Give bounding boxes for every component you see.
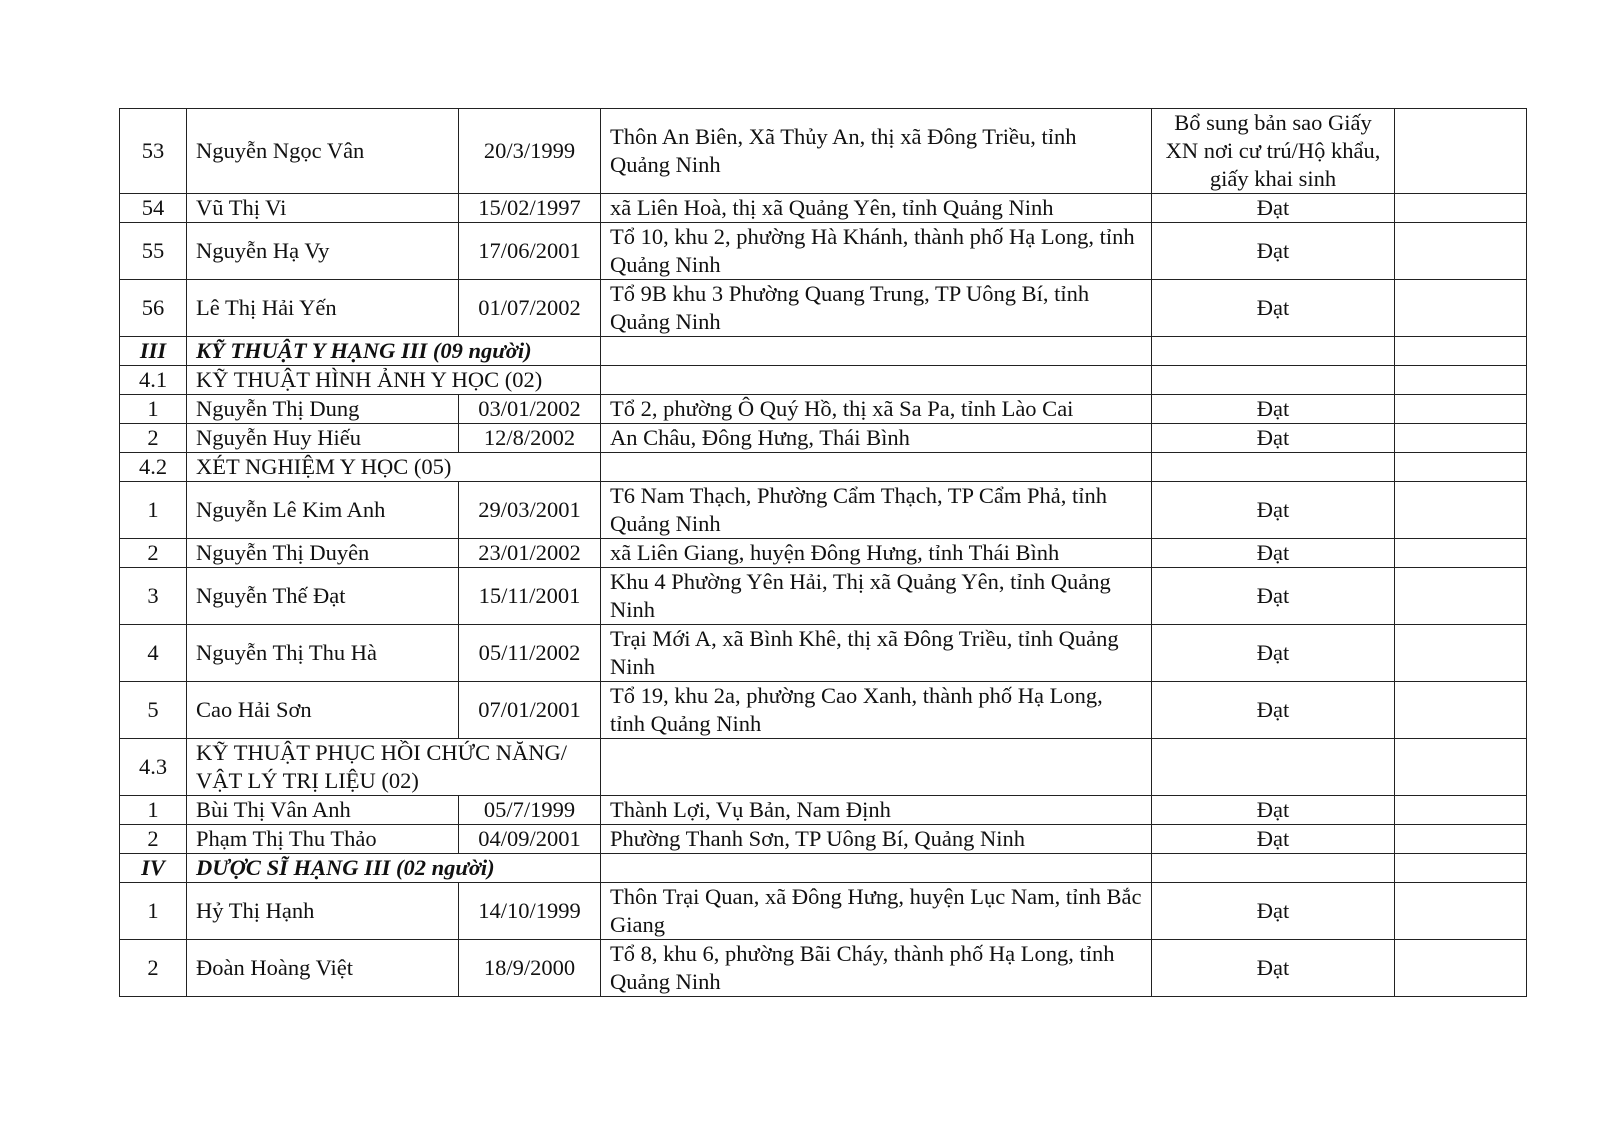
table-row [120, 568, 1527, 625]
result-cell: Đạt [1152, 568, 1395, 625]
name-cell: Nguyễn Thị Dung [187, 395, 459, 424]
name-cell: Nguyễn Lê Kim Anh [187, 482, 459, 539]
section-number: 4.3 [120, 739, 187, 796]
table-row [120, 940, 1527, 997]
subsection-row [120, 453, 1527, 482]
note-cell [1395, 223, 1527, 280]
note-cell [1395, 883, 1527, 940]
name-cell: Nguyễn Thị Duyên [187, 539, 459, 568]
dob-cell: 01/07/2002 [459, 280, 601, 337]
empty-cell [601, 453, 1152, 482]
note-cell [1395, 482, 1527, 539]
name-cell: Nguyễn Thế Đạt [187, 568, 459, 625]
empty-cell [1395, 337, 1527, 366]
result-cell: Đạt [1152, 682, 1395, 739]
address-cell: Tổ 10, khu 2, phường Hà Khánh, thành phố Hạ Long, tỉnh Quảng Ninh [601, 223, 1152, 280]
table-row [120, 883, 1527, 940]
stt-cell: 54 [120, 194, 187, 223]
name-cell: Cao Hải Sơn [187, 682, 459, 739]
stt-cell: 4 [120, 625, 187, 682]
stt-cell: 2 [120, 825, 187, 854]
note-cell [1395, 796, 1527, 825]
name-cell: Nguyễn Ngọc Vân [187, 109, 459, 194]
dob-cell: 15/02/1997 [459, 194, 601, 223]
stt-cell: 3 [120, 568, 187, 625]
dob-cell: 03/01/2002 [459, 395, 601, 424]
stt-cell: 56 [120, 280, 187, 337]
address-cell: Thành Lợi, Vụ Bản, Nam Định [601, 796, 1152, 825]
stt-cell: 2 [120, 940, 187, 997]
address-cell: xã Liên Hoà, thị xã Quảng Yên, tỉnh Quảng Ninh [601, 194, 1152, 223]
empty-cell [601, 366, 1152, 395]
empty-cell [601, 854, 1152, 883]
empty-cell [1395, 366, 1527, 395]
address-cell: Phường Thanh Sơn, TP Uông Bí, Quảng Ninh [601, 825, 1152, 854]
name-cell: Nguyễn Thị Thu Hà [187, 625, 459, 682]
address-cell: An Châu, Đông Hưng, Thái Bình [601, 424, 1152, 453]
empty-cell [1395, 453, 1527, 482]
note-cell [1395, 682, 1527, 739]
subsection-row [120, 739, 1527, 796]
section-row [120, 337, 1527, 366]
result-cell: Đạt [1152, 883, 1395, 940]
empty-cell [1152, 337, 1395, 366]
note-cell [1395, 424, 1527, 453]
address-cell: Tổ 9B khu 3 Phường Quang Trung, TP Uông Bí, tỉnh Quảng Ninh [601, 280, 1152, 337]
note-cell [1395, 568, 1527, 625]
name-cell: Lê Thị Hải Yến [187, 280, 459, 337]
dob-cell: 18/9/2000 [459, 940, 601, 997]
subsection-row [120, 366, 1527, 395]
name-cell: Bùi Thị Vân Anh [187, 796, 459, 825]
address-cell: Tổ 2, phường Ô Quý Hồ, thị xã Sa Pa, tỉnh Lào Cai [601, 395, 1152, 424]
section-title: DƯỢC SĨ HẠNG III (02 người) [187, 854, 601, 883]
stt-cell: 55 [120, 223, 187, 280]
empty-cell [1152, 366, 1395, 395]
dob-cell: 20/3/1999 [459, 109, 601, 194]
section-number: III [120, 337, 187, 366]
section-row [120, 854, 1527, 883]
address-cell: xã Liên Giang, huyện Đông Hưng, tỉnh Thái Bình [601, 539, 1152, 568]
section-number: 4.1 [120, 366, 187, 395]
empty-cell [1152, 854, 1395, 883]
result-cell: Đạt [1152, 940, 1395, 997]
name-cell: Nguyễn Hạ Vy [187, 223, 459, 280]
result-cell: Đạt [1152, 625, 1395, 682]
table-row [120, 395, 1527, 424]
table-body [120, 109, 1527, 997]
dob-cell: 23/01/2002 [459, 539, 601, 568]
result-cell: Bổ sung bản sao Giấy XN nơi cư trú/Hộ khẩu, giấy khai sinh [1152, 109, 1395, 194]
address-cell: Thôn Trại Quan, xã Đông Hưng, huyện Lục Nam, tỉnh Bắc Giang [601, 883, 1152, 940]
note-cell [1395, 625, 1527, 682]
stt-cell: 53 [120, 109, 187, 194]
name-cell: Hỷ Thị Hạnh [187, 883, 459, 940]
empty-cell [1395, 739, 1527, 796]
table-row [120, 825, 1527, 854]
section-title: KỸ THUẬT PHỤC HỒI CHỨC NĂNG/ VẬT LÝ TRỊ LIỆU (02) [187, 739, 601, 796]
name-cell: Vũ Thị Vi [187, 194, 459, 223]
section-title: KỸ THUẬT Y HẠNG III (09 người) [187, 337, 601, 366]
empty-cell [1152, 453, 1395, 482]
result-cell: Đạt [1152, 539, 1395, 568]
address-cell: T6 Nam Thạch, Phường Cẩm Thạch, TP Cẩm Phả, tỉnh Quảng Ninh [601, 482, 1152, 539]
empty-cell [1152, 739, 1395, 796]
stt-cell: 1 [120, 482, 187, 539]
note-cell [1395, 539, 1527, 568]
table-row [120, 109, 1527, 194]
dob-cell: 07/01/2001 [459, 682, 601, 739]
result-cell: Đạt [1152, 424, 1395, 453]
dob-cell: 14/10/1999 [459, 883, 601, 940]
note-cell [1395, 109, 1527, 194]
candidate-table [119, 108, 1527, 997]
note-cell [1395, 280, 1527, 337]
result-cell: Đạt [1152, 796, 1395, 825]
dob-cell: 12/8/2002 [459, 424, 601, 453]
dob-cell: 04/09/2001 [459, 825, 601, 854]
table-row [120, 482, 1527, 539]
result-cell: Đạt [1152, 223, 1395, 280]
stt-cell: 1 [120, 395, 187, 424]
address-cell: Thôn An Biên, Xã Thủy An, thị xã Đông Triều, tỉnh Quảng Ninh [601, 109, 1152, 194]
table-row [120, 194, 1527, 223]
result-cell: Đạt [1152, 280, 1395, 337]
note-cell [1395, 825, 1527, 854]
table-row [120, 625, 1527, 682]
result-cell: Đạt [1152, 395, 1395, 424]
dob-cell: 05/11/2002 [459, 625, 601, 682]
section-number: IV [120, 854, 187, 883]
note-cell [1395, 940, 1527, 997]
table-row [120, 796, 1527, 825]
note-cell [1395, 395, 1527, 424]
stt-cell: 5 [120, 682, 187, 739]
address-cell: Khu 4 Phường Yên Hải, Thị xã Quảng Yên, tỉnh Quảng Ninh [601, 568, 1152, 625]
name-cell: Đoàn Hoàng Việt [187, 940, 459, 997]
stt-cell: 2 [120, 539, 187, 568]
name-cell: Nguyễn Huy Hiếu [187, 424, 459, 453]
result-cell: Đạt [1152, 194, 1395, 223]
result-cell: Đạt [1152, 825, 1395, 854]
section-title: KỸ THUẬT HÌNH ẢNH Y HỌC (02) [187, 366, 601, 395]
table-row [120, 682, 1527, 739]
address-cell: Trại Mới A, xã Bình Khê, thị xã Đông Triều, tỉnh Quảng Ninh [601, 625, 1152, 682]
table-row [120, 539, 1527, 568]
table-row [120, 223, 1527, 280]
empty-cell [601, 739, 1152, 796]
dob-cell: 05/7/1999 [459, 796, 601, 825]
name-cell: Phạm Thị Thu Thảo [187, 825, 459, 854]
address-cell: Tổ 8, khu 6, phường Bãi Cháy, thành phố Hạ Long, tỉnh Quảng Ninh [601, 940, 1152, 997]
result-cell: Đạt [1152, 482, 1395, 539]
dob-cell: 17/06/2001 [459, 223, 601, 280]
empty-cell [1395, 854, 1527, 883]
stt-cell: 1 [120, 796, 187, 825]
table-row [120, 424, 1527, 453]
empty-cell [601, 337, 1152, 366]
address-cell: Tổ 19, khu 2a, phường Cao Xanh, thành phố Hạ Long, tỉnh Quảng Ninh [601, 682, 1152, 739]
dob-cell: 15/11/2001 [459, 568, 601, 625]
stt-cell: 2 [120, 424, 187, 453]
stt-cell: 1 [120, 883, 187, 940]
section-title: XÉT NGHIỆM Y HỌC (05) [187, 453, 601, 482]
dob-cell: 29/03/2001 [459, 482, 601, 539]
table-row [120, 280, 1527, 337]
section-number: 4.2 [120, 453, 187, 482]
note-cell [1395, 194, 1527, 223]
